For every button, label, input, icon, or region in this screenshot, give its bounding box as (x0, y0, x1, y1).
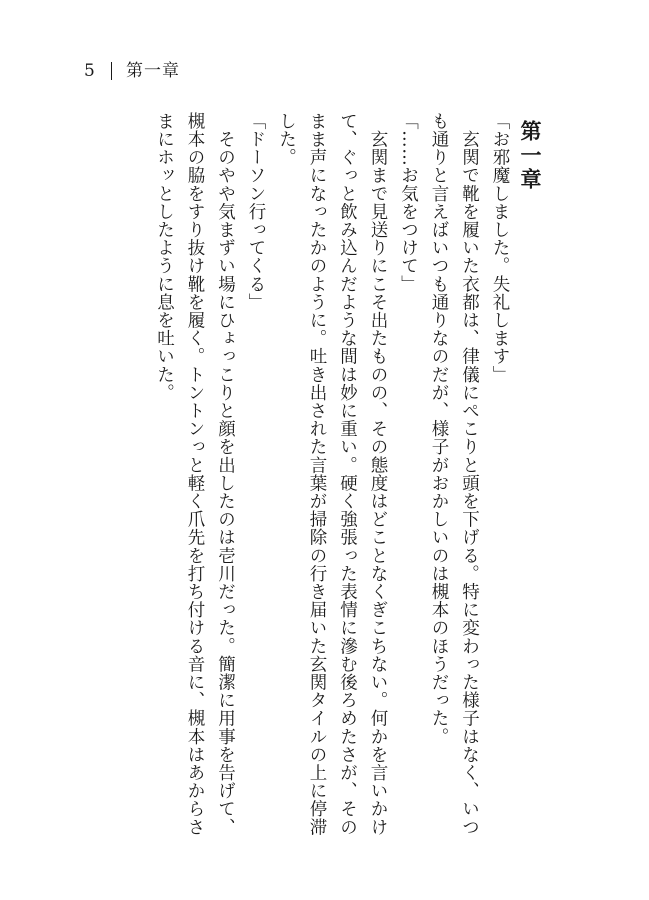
paragraph-narration: 玄関で靴を履いた衣都は、律儀にぺこりと頭を下げる。特に変わった様子はなく、いつも通りと言えばいつも通りなのだが、様子がおかしいのは槻本のほうだった。 (429, 112, 480, 836)
paragraph-narration: そのやや気まずい場にひょっこりと顔を出したのは壱川だった。簡潔に用事を告げて、槻本の脇をすり抜け靴を履く。トントンっと軽く爪先を打ち付ける音に、槻本はあからさまにホッとしたように息を吐いた。 (154, 112, 236, 836)
page-number: 5 (84, 61, 95, 81)
page-header (84, 60, 180, 82)
paragraph-dialogue-take-care: 「……お気をつけて」 (398, 112, 419, 293)
paragraph-narration: 玄関まで見送りにこそ出たものの、その態度はどことなくぎこちない。何かを言いかけて、ぐっと飲み込んだような間は妙に重い。硬く強張った表情に滲む後ろめたさが、そのまま声になったかのように。吐き出された言葉が掃除の行き届いた玄関タイルの上に停滞した。 (276, 112, 388, 836)
vertical-text-body (149, 112, 545, 847)
header-divider (111, 62, 112, 80)
running-chapter-title: 第一章 (126, 61, 181, 81)
paragraph-dialogue-farewell: 「お邪魔しました。失礼します」 (490, 112, 510, 384)
chapter-title: 第一章 (518, 120, 543, 192)
paragraph-dialogue-dawson: 「ドーソン行ってくる」 (246, 112, 266, 312)
